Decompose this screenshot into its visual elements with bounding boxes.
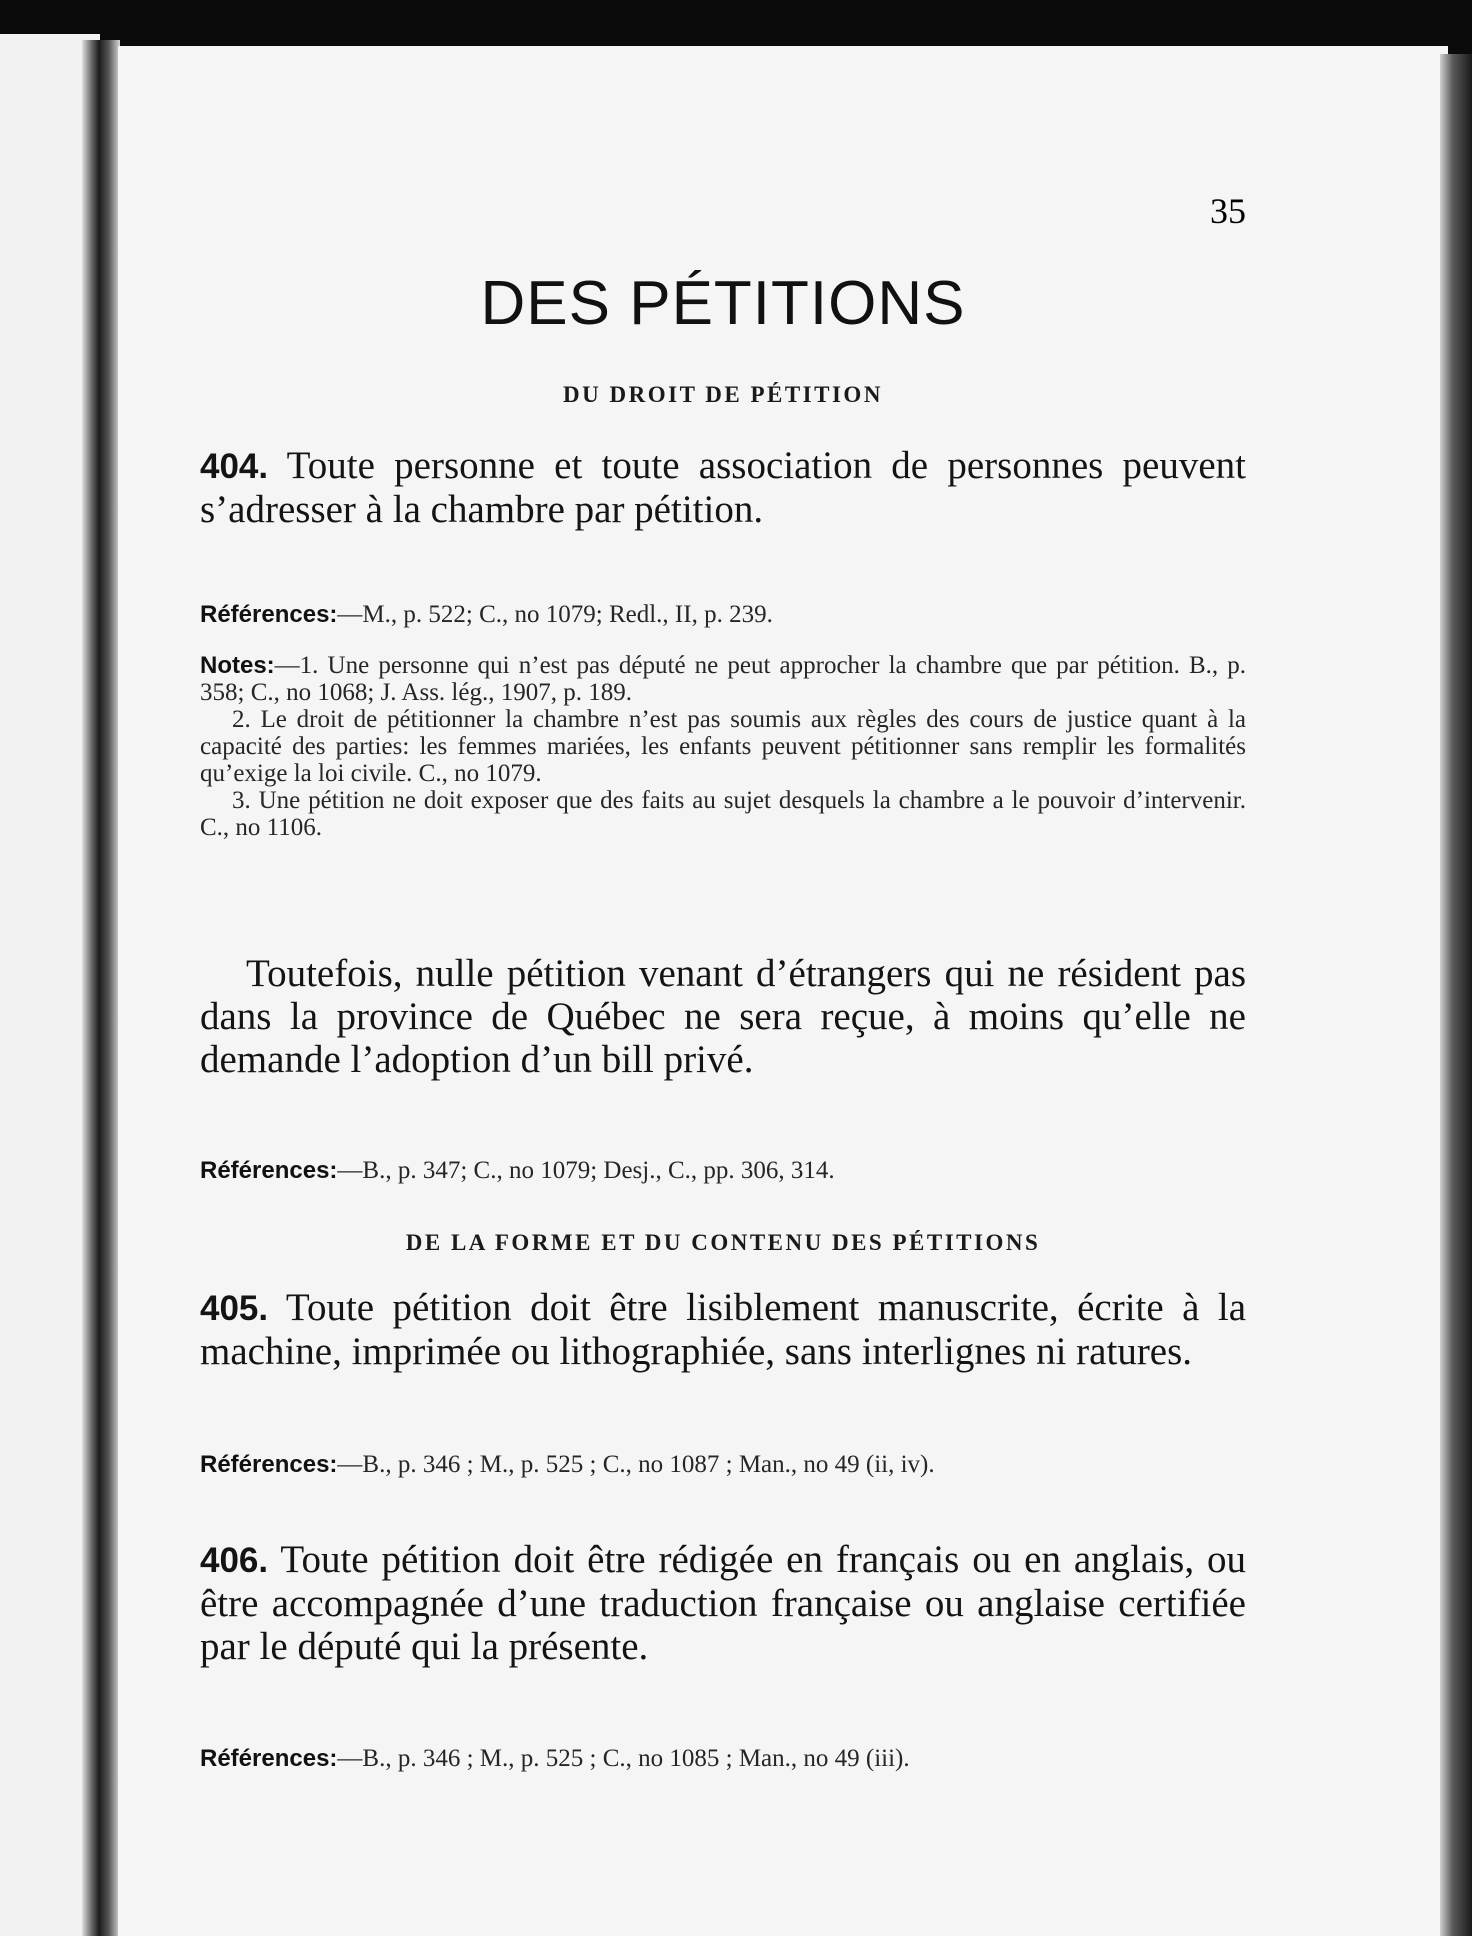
- article-number: 404.: [200, 447, 269, 486]
- note-item-1: [200, 652, 1246, 706]
- article-405: [200, 1286, 1246, 1373]
- article-text: Toute pétition doit être lisiblement manuscrite, écrite à la machine, imprimée ou lithographiée, sans interlignes ni ratures.: [200, 1286, 1247, 1373]
- article-404: [200, 444, 1246, 531]
- references-label: Références:: [200, 601, 338, 628]
- references-404: [200, 601, 1246, 628]
- references-etrangers: [200, 1157, 1246, 1184]
- notes-label: Notes:: [200, 652, 275, 679]
- section-heading-forme: DE LA FORME ET DU CONTENU DES PÉTITIONS: [405, 1230, 1041, 1255]
- references-label: Références:: [200, 1745, 338, 1772]
- references-label: Références:: [200, 1451, 338, 1478]
- references-label: Références:: [200, 1157, 338, 1184]
- note-text: —1. Une personne qui n’est pas député ne peut approcher la chambre que par pétition. B., p. 358; C., no 1068; J. Ass. lég., 1907, p. 189.: [200, 652, 1246, 706]
- paragraph-etrangers: Toutefois, nulle pétition venant d’étrangers qui ne résident pas dans la province de Québec ne sera reçue, à moins qu’elle ne demande l’adoption d’un bill privé.: [200, 952, 1246, 1081]
- references-text: —B., p. 346 ; M., p. 525 ; C., no 1085 ; Man., no 49 (iii).: [337, 1745, 910, 1772]
- references-405: [200, 1451, 1246, 1478]
- note-item-3: 3. Une pétition ne doit exposer que des faits au sujet desquels la chambre a le pouvoir d’intervenir. C., no 1106.: [200, 787, 1246, 841]
- article-text: Toute pétition doit être rédigée en français ou en anglais, ou être accompagnée d’une traduction française ou anglaise certifiée par le député qui la présente.: [200, 1538, 1246, 1668]
- note-item-2: 2. Le droit de pétitionner la chambre n’est pas soumis aux règles des cours de justice quant à la capacité des parties: les femmes mariées, les enfants peuvent pétitionner sans remplir les formalités qu’exige la loi civile. C., no 1079.: [200, 706, 1246, 787]
- notes-block: [200, 652, 1246, 841]
- page-title: DES PÉTITIONS: [480, 269, 966, 338]
- article-text: Toute personne et toute association de personnes peuvent s’adresser à la chambre par pétition.: [200, 444, 1247, 531]
- article-number: 406.: [200, 1541, 269, 1580]
- references-text: —M., p. 522; C., no 1079; Redl., II, p. 239.: [337, 601, 773, 628]
- book-spine-shadow: [82, 40, 120, 1936]
- references-text: —B., p. 347; C., no 1079; Desj., C., pp. 306, 314.: [337, 1157, 835, 1184]
- page-number: 35: [1210, 191, 1246, 231]
- references-406: [200, 1745, 1246, 1772]
- scan-top-border: [0, 0, 1472, 46]
- article-number: 405.: [200, 1289, 269, 1328]
- references-text: —B., p. 346 ; M., p. 525 ; C., no 1087 ; Man., no 49 (ii, iv).: [337, 1451, 935, 1478]
- section-heading-droit: DU DROIT DE PÉTITION: [563, 382, 883, 407]
- page-edge-shadow: [1440, 54, 1472, 1936]
- article-406: [200, 1538, 1246, 1668]
